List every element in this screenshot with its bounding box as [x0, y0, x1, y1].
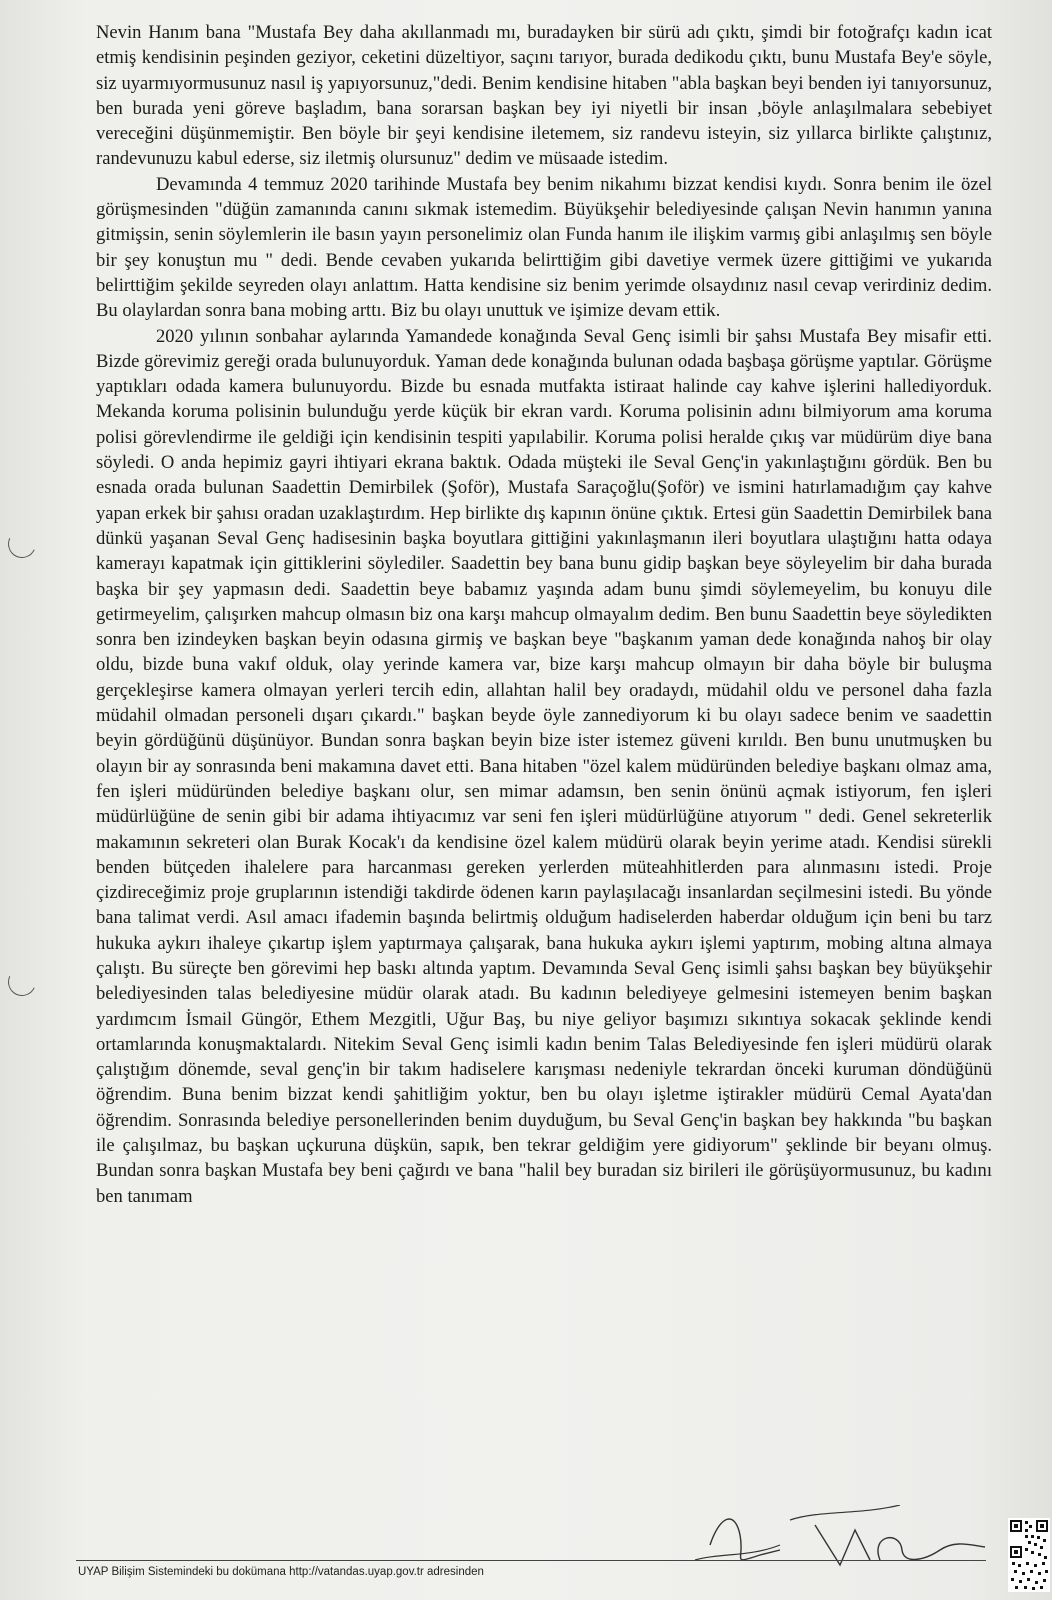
footer-divider	[76, 1560, 986, 1561]
punch-hole-mark	[4, 526, 40, 562]
punch-hole-mark	[4, 964, 40, 1000]
document-body	[96, 20, 992, 1209]
paragraph-3: 2020 yılının sonbahar aylarında Yamandede konağında Seval Genç isimli bir şahsı Mustafa Bey misafir etti. Bizde görevimiz gereği orada bulunuyorduk. Yaman dede konağında bulunan odada başbaşa görüşme yaptılar. Görüşme yaptıkları odada kamera bulunuyordu. Bizde bu esnada mutfakta istiraat halinde cay kahve işlerini hallediyorduk. Mekanda koruma polisinin bulunduğu yerde küçük bir ekran vardı. Koruma polisinin adını bilmiyorum ama koruma polisi görevlendirme ile geldiği için kendisinin tespiti yapılabilir. Koruma polisi heralde çıkış var müdürüm diye bana söyledi. O anda hepimiz gayri ihtiyari ekrana baktık. Odada müşteki ile Seval Genç'in yakınlaştığını gördük. Ben bu esnada orada bulunan Saadettin Demirbilek (Şoför), Mustafa Saraçoğlu(Şoför) ve ismini hatırlamadığım çay kahve yapan erkek bir şahısı oradan uzaklaştırdım. Hep birlikte dış kapının önüne çıktık. Ertesi gün Saadettin Demirbilek bana dünkü yaşanan Seval Genç hadisesinin başka boyutlara gittiğini yakınlaşmanın ileri boyutlara ulaştığını hatta odaya kamerayı kapatmak için gittiklerini söylediler. Saadettin bey bana bunu gidip başkan beye söyleyelim bir daha burada başka bir şey yapmasın dedi. Saadettin beye babamız yaşında adam bunu şimdi söylemeyelim, bu konuyu dile getirmeyelim, çalışırken mahcup olmasın biz ona karşı mahcup olmayalım dedim. Ben bunu Saadettin beye söyledikten sonra ben izindeyken başkan beyin odasına girmiş ve başkan beye "başkanım yaman dede konağında nahoş bir olay oldu, bizde buna vakıf olduk, olay yerinde kamera var, bize karşı mahcup olmayın bir daha böyle bir buluşma gerçekleşirse kamera olmayan yerleri tercih edin, allahtan halil bey oradaydı, müdahil oldu ve personel daha fazla müdahil olmadan personeli dışarı çıkardı." başkan beyde öyle zannediyorum ki bu olayı sadece benim ve saadettin beyin gördüğünü düşünüyor. Bundan sonra başkan beyin bize ister istemez güveni kırıldı. Ben bunu unutmuşken bu olayın bir ay sonrasında beni makamına davet etti. Bana hitaben "özel kalem müdüründen belediye başkanı olmaz ama, fen işleri müdüründen belediye başkanı olur, sen mimar adamsın, ben senin önünü açmak istiyorum, fen işleri müdürlüğüne de senin gibi bir adama ihtiyacımız var seni fen işleri müdürlüğüne atıyorum " dedi. Genel sekreterlik makamının sekreteri olan Burak Kocak'ı da kendisine özel kalem müdürü olarak beyin yerime atadı. Kendisi sürekli benden bütçeden ihalelere para harcanması gereken yerlerden müteahhitlerden para alınmasını istedi. Proje çizdireceğimiz proje gruplarının istendiği takdirde ödenen karın paylaşılacağı insanlardan seçilmesini istedi. Bu yönde bana talimat verdi. Asıl amacı ifademin başında belirtmiş olduğum hadiselerden haberdar olduğum için beni bu tarz hukuka aykırı ihaleye çıkartıp işlem yaptırmaya çalışarak, bana hukuka aykırı işlemi yaptırım, mobing altına almaya çalıştı. Bu süreçte ben görevimi hep baskı altında yaptım. Devamında Seval Genç isimli şahsı başkan bey büyükşehir belediyesinden talas belediyesine müdür olarak atadı. Bu kadının belediyeye gelmesini istemeyen benim başkan yardımcım İsmail Güngör, Ethem Mezgitli, Uğur Baş, bu niye geliyor başımızı sıkıntıya sokacak şeklinde kendi ortamlarında konuşmaktalardı. Nitekim Seval Genç isimli kadın benim Talas Belediyesinde fen işleri müdürü olarak çalıştığım dönemde, seval genç'in bir takım hadiselere karışması nedeniyle tekrardan önceki kuruman döndüğünü öğrendim. Buna benim bizzat kendi şahitliğim yoktur, ben bu olayı işletme iştirakler müdürü Cemal Ayata'dan öğrendim. Sonrasında belediye personellerinden benim duyduğum, bu Seval Genç'in başkan bey hakkında "bu başkan ile çalışılmaz, bu başkan uçkuruna düşkün, sapık, ben tekrar geldiğim yere gidiyorum" şeklinde bir beyanı olmuş. Bundan sonra başkan Mustafa bey beni çağırdı ve bana "halil bey buradan siz birileri ile görüşüyormusunuz, bu kadını ben tanımam	[96, 325, 992, 1207]
paragraph-1: Nevin Hanım bana "Mustafa Bey daha akıllanmadı mı, buradayken bir sürü adı çıktı, şimdi bir fotoğrafçı kadın icat etmiş kendisinin peşinden geziyor, ceketini düzeltiyor, saçını tarıyor, burada dedikodu çıktı, bunu Mustafa Bey'e söyle, siz uyarmıyormusunuz nasıl iş yapıyorsunuz,"dedi. Benim kendisine hitaben "abla başkan beyi benden iyi tanıyorsunuz, ben burada yeni göreve başladım, bana sorarsan başkan bey iyi niyetli bir insan ,böyle anlaşılmalara sebebiyet vereceğini düşünmemiştir. Ben böyle bir şeyi kendisine iletemem, siz randevu isteyin, siz yıllarca birlikte çalıştınız, randevunuzu kabul ederse, siz iletmiş olursunuz" dedim ve müsaade istedim.	[96, 22, 992, 170]
qr-code	[1008, 1518, 1050, 1592]
uyap-footer: UYAP Bilişim Sistemindeki bu dokümana http://vatandas.uyap.gov.tr adresinden	[78, 1566, 484, 1578]
signatures	[640, 1505, 1000, 1575]
paragraph-2: Devamında 4 temmuz 2020 tarihinde Mustafa bey benim nikahımı bizzat kendisi kıydı. Sonra benim ile özel görüşmesinden "düğün zamanında canını sıkmak istemedim. Büyükşehir belediyesinde çalışan Nevin hanımın yanına gitmişsin, senin söylemlerin ile basın yayın personelimiz olan Funda hanım ile ilişkim varmış gibi anlaşılmış sen böyle bir şey konuştun mu " dedi. Bende cevaben yukarıda belirttiğim gibi davetiye vermek üzere gittiğimi ve yukarıda belirttiğim şekilde seyreden olayı anlattım. Hatta kendisine siz benim yerimde olsaydınız nasıl cevap verirdiniz dedim. Bu olaylardan sonra bana mobing arttı. Biz bu olayı unuttuk ve işimize devam ettik.	[96, 173, 992, 322]
